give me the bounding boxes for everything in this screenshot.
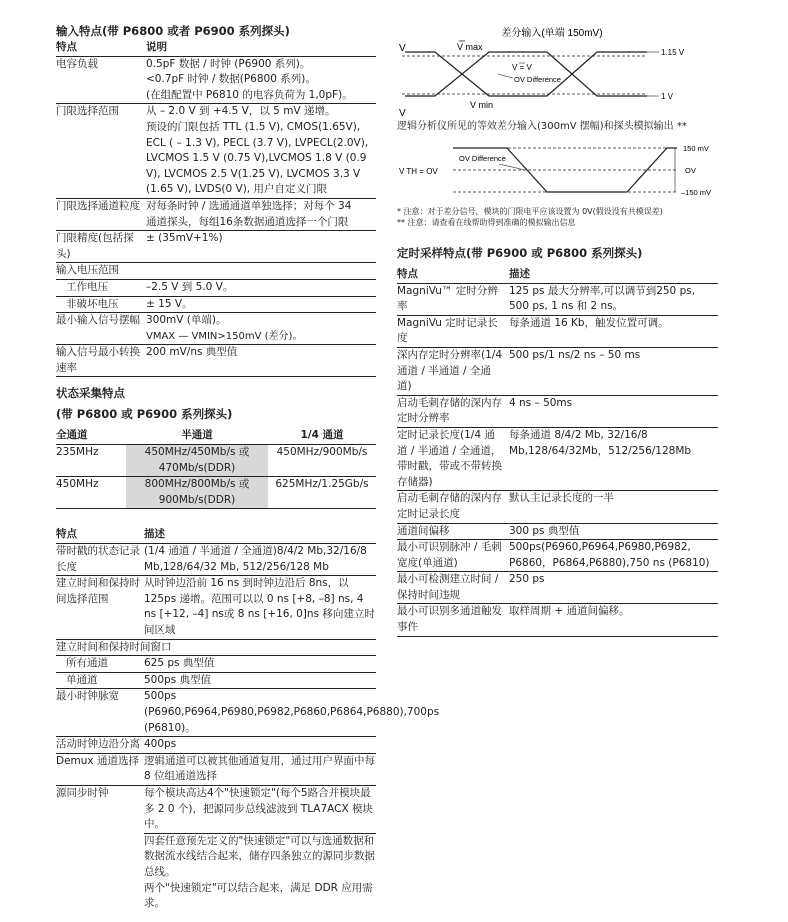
diagram1-v-top: V — [399, 43, 406, 54]
state-row-single-channel: 单通道 500ps 典型值 — [56, 672, 376, 689]
timing-head-desc: 描述 — [509, 267, 718, 283]
input-row-voltage-range: 输入电压范围 — [56, 263, 376, 280]
diagram2-p150: 150 mV — [683, 144, 709, 153]
state-row-active-edge: 活动时钟边沿分离 400ps — [56, 737, 376, 754]
diagram1-v115: 1.15 V — [661, 48, 685, 57]
state-head-feature: 特点 — [56, 527, 144, 543]
state-head-all: 全通道 — [56, 428, 126, 444]
timing-table — [397, 267, 718, 637]
state-row-timestamp: 带时戳的状态记录长度 (1/4 通道 / 半通道 / 全通道)8/4/2 Mb,32/16/8 Mb,128/64/32 Mb, 512/256/128 Mb — [56, 544, 376, 576]
input-row-min-swing: 最小输入信号摆幅 300mV (单端)。 VMAX — VMIN>150mV (差分)。 — [56, 313, 376, 345]
state-head-desc: 描述 — [144, 527, 376, 543]
input-head-desc: 说明 — [146, 40, 376, 56]
input-row-operating-voltage: 工作电压 –2.5 V 到 5.0 V。 — [56, 279, 376, 296]
timing-row-glitch-length: 启动毛刺存储的深内存定时记录长度 默认主记录长度的一半 — [397, 491, 718, 523]
input-row-threshold-granularity: 门限选择通道粒度 对每条时钟 / 选通通道单独选择；对每个 34 通道探头，每组16条数据通道选择一个门限 — [56, 198, 376, 230]
state-head-quarter: 1/4 通道 — [268, 428, 376, 444]
diagram2-note2: ** 注意：请查看在线帮助得到准确的模拟输出信息 — [397, 218, 576, 227]
timing-row-glitch-resolution: 启动毛刺存储的深内存定时分辨率 4 ns – 50ms — [397, 395, 718, 427]
diagram1-vmax: V max — [457, 42, 483, 52]
timing-row-min-pulse: 最小可识别脉冲 / 毛刺宽度(单通道) 500ps(P6960,P6964,P6980,P6982, P6860，P6864,P6880),750 ns (P6810) — [397, 540, 718, 572]
equivalent-output-diagram — [397, 140, 718, 200]
input-row-slew-rate: 输入信号最小转换速率 200 mV/ns 典型值 — [56, 345, 376, 377]
diagram2-ovd: OV Difference — [459, 154, 506, 163]
input-row-threshold-range: 门限选择范围 从 – 2.0 V 到 +4.5 V，以 5 mV 递增。 预设的门限包括 TTL (1.5 V), CMOS(1.65V), ECL ( – 1.3 V), PECL (3.7 V), LVPECL(2.0V), LVCMOS 1.5 V (0.75 V),LVCMOS 1.8 V (0.9 V), LVCMOS 2.5 V(1.25 V), LVCMOS 3.3 V (1.65 V), LVDS(0 V), 用户自定义门限 — [56, 104, 376, 199]
diagram2-vth: V TH = OV — [399, 167, 438, 176]
diagram1-title: 差分输入(单端 150mV) — [501, 28, 603, 39]
state-feature-table — [56, 527, 440, 911]
timing-row-deep-resolution: 深内存定时分辨率(1/4 通道 / 半通道 / 全通道) 500 ps/1 ns/2 ns – 50 ms — [397, 347, 718, 395]
input-head-feature: 特点 — [56, 40, 146, 56]
timing-row-skew: 通道间偏移 300 ps 典型值 — [397, 523, 718, 540]
state-speed-row: 450MHz 800MHz/800Mb/s 或 900Mb/s(DDR) 625MHz/1.25Gb/s — [56, 477, 376, 509]
diagram2-m150: –150 mV — [681, 188, 712, 197]
state-head-half: 半通道 — [126, 428, 268, 444]
input-row-capacitance: 电容负载 0.5pF 数据 / 时钟 (P6900 系列)。 <0.7pF 时钟 / 数据(P6800 系列)。 (在组配置中 P6810 的电容负荷为 1,0pF)。 — [56, 56, 376, 104]
diagram1-vmin: V min — [470, 100, 494, 110]
state-subtitle: (带 P6800 或 P6900 系列探头) — [56, 407, 233, 422]
input-table — [56, 40, 376, 377]
timing-row-record-length: 定时记录长度(1/4 通道 / 半通道 / 全通道，带时戳，带或不带转换存储器) 每条通道 8/4/2 Mb, 32/16/8 Mb,128/64/32Mb，512/256/128Mb — [397, 427, 718, 490]
state-row-source-sync: 源同步时钟 每个模块高达4个"快速锁定"(每个5路合并模块最多 2 0 个)，把源同步总线滤波到 TLA7ACX 模块中。 四套任意预先定义的"快速锁定"可以与选通数据和数据流水线结合起来，储存四条独立的源同步数据总线。 两个"快速锁定"可以结合起来，满足 DDR 应用需求。 — [56, 786, 375, 910]
state-row-min-clock: 最小时钟脉宽 500ps (P6960,P6964,P6980,P6982,P6860,P6864,P6880),700ps (P6810)。 — [56, 689, 376, 737]
input-row-threshold-accuracy: 门限精度(包括探头) ± (35mV+1%) — [56, 231, 376, 263]
state-row-window: 建立时间和保持时间窗口 — [56, 639, 376, 656]
state-row-setup-range: 建立时间和保持时间选择范围 从时钟边沿前 16 ns 到时钟边沿后 8ns，以 125ps 递增。范围可以以 0 ns [+8, –8] ns, 4 ns [+12, –4] ns或 8 ns [+16, 0]ns 移向建立时间区域 — [56, 576, 376, 639]
diagram1-v1: 1 V — [661, 92, 674, 101]
diagram2-ov: OV — [685, 166, 696, 175]
diagram1-v-bottom: V — [399, 108, 406, 119]
timing-head-feature: 特点 — [397, 267, 509, 283]
state-title: 状态采集特点 — [56, 386, 125, 401]
input-row-nondestructive-voltage: 非破坏电压 ± 15 V。 — [56, 296, 376, 313]
timing-row-setup-violation: 最小可检测建立时间 / 保持时间违规 250 ps — [397, 572, 718, 604]
diagram1-ovd: OV Difference — [514, 75, 561, 84]
state-speed-table — [56, 428, 376, 509]
diagram2-note1: * 注意：对于差分信号，模块的门限电平应该设置为 0V(假设没有共模误差) — [397, 207, 663, 216]
timing-title: 定时采样特点(带 P6900 或 P6800 系列探头) — [397, 246, 643, 260]
state-row-demux: Demux 通道选择 逻辑通道可以被其他通道复用，通过用户界面中每 8 位组通道选择 — [56, 753, 376, 785]
diagram1-caption: 逻辑分析仪所见的等效差分输入(300mV 摆幅)和探头模拟输出 ** — [397, 121, 687, 132]
diagram1-eq: V = V — [512, 63, 532, 72]
state-speed-row: 235MHz 450MHz/450Mb/s 或 470Mb/s(DDR) 450MHz/900Mb/s — [56, 445, 376, 477]
timing-row-multichannel-trigger: 最小可识别多通道触发事件 取样周期 + 通道间偏移。 — [397, 604, 718, 636]
input-title: 输入特点(带 P6800 或者 P6900 系列探头) — [56, 24, 290, 38]
timing-row-magnivu-length: MagniVu 定时记录长度 每条通道 16 Kb，触发位置可调。 — [397, 315, 718, 347]
timing-row-magnivu-resolution: MagniVu™ 定时分辨率 125 ps 最大分辨率,可以调节到250 ps, 500 ps, 1 ns 和 2 ns。 — [397, 283, 718, 315]
state-row-all-channels: 所有通道 625 ps 典型值 — [56, 656, 376, 673]
